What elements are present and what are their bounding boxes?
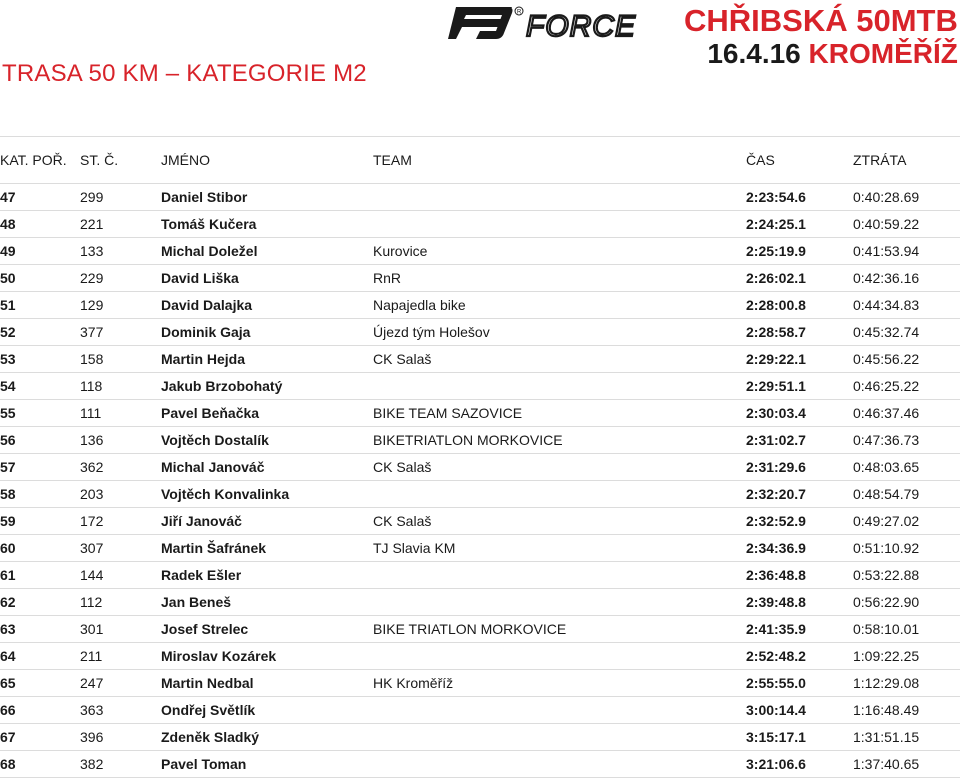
cell-time: 3:21:06.6 xyxy=(746,751,853,778)
cell-team xyxy=(373,481,746,508)
cell-gap: 0:46:25.22 xyxy=(853,373,960,400)
cell-time: 2:28:58.7 xyxy=(746,319,853,346)
cell-rank: 58 xyxy=(0,481,80,508)
cell-team: BIKE TEAM SAZOVICE xyxy=(373,400,746,427)
cell-name: Martin Šafránek xyxy=(161,535,373,562)
cell-time: 2:55:55.0 xyxy=(746,670,853,697)
cell-start-no: 203 xyxy=(80,481,161,508)
table-row xyxy=(0,373,960,400)
cell-time: 2:52:48.2 xyxy=(746,643,853,670)
table-row xyxy=(0,481,960,508)
cell-name: Miroslav Kozárek xyxy=(161,643,373,670)
brand-text: FORCE xyxy=(526,10,636,41)
cell-gap: 0:44:34.83 xyxy=(853,292,960,319)
cell-rank: 66 xyxy=(0,697,80,724)
cell-name: Josef Strelec xyxy=(161,616,373,643)
cell-team xyxy=(373,724,746,751)
cell-start-no: 299 xyxy=(80,184,161,211)
table-header-row xyxy=(0,137,960,184)
table-row xyxy=(0,427,960,454)
header xyxy=(0,0,960,120)
cell-rank: 65 xyxy=(0,670,80,697)
cell-name: Jan Beneš xyxy=(161,589,373,616)
cell-start-no: 301 xyxy=(80,616,161,643)
cell-team xyxy=(373,373,746,400)
table-row xyxy=(0,292,960,319)
cell-team xyxy=(373,697,746,724)
cell-gap: 0:40:28.69 xyxy=(853,184,960,211)
table-row xyxy=(0,184,960,211)
table-row xyxy=(0,616,960,643)
cell-rank: 49 xyxy=(0,238,80,265)
cell-start-no: 221 xyxy=(80,211,161,238)
cell-name: Vojtěch Dostalík xyxy=(161,427,373,454)
cell-start-no: 133 xyxy=(80,238,161,265)
col-name: JMÉNO xyxy=(161,137,373,184)
cell-rank: 55 xyxy=(0,400,80,427)
cell-name: Michal Doležel xyxy=(161,238,373,265)
cell-gap: 0:48:54.79 xyxy=(853,481,960,508)
table-row xyxy=(0,454,960,481)
table-row xyxy=(0,535,960,562)
cell-gap: 1:12:29.08 xyxy=(853,670,960,697)
col-gap: ZTRÁTA xyxy=(853,137,960,184)
cell-start-no: 129 xyxy=(80,292,161,319)
cell-gap: 1:37:40.65 xyxy=(853,751,960,778)
cell-team: Kurovice xyxy=(373,238,746,265)
col-team: TEAM xyxy=(373,137,746,184)
cell-name: Zdeněk Sladký xyxy=(161,724,373,751)
cell-gap: 0:46:37.46 xyxy=(853,400,960,427)
cell-team: RnR xyxy=(373,265,746,292)
cell-rank: 48 xyxy=(0,211,80,238)
cell-gap: 0:51:10.92 xyxy=(853,535,960,562)
cell-time: 2:31:29.6 xyxy=(746,454,853,481)
cell-time: 2:29:22.1 xyxy=(746,346,853,373)
cell-start-no: 377 xyxy=(80,319,161,346)
col-time: ČAS xyxy=(746,137,853,184)
table-row xyxy=(0,751,960,778)
table-row xyxy=(0,508,960,535)
table-row xyxy=(0,211,960,238)
cell-name: David Dalajka xyxy=(161,292,373,319)
event-date: 16.4.16 xyxy=(707,38,801,69)
cell-time: 2:26:02.1 xyxy=(746,265,853,292)
cell-time: 2:32:52.9 xyxy=(746,508,853,535)
cell-rank: 51 xyxy=(0,292,80,319)
table-row xyxy=(0,589,960,616)
cell-name: Vojtěch Konvalinka xyxy=(161,481,373,508)
cell-name: Jakub Brzobohatý xyxy=(161,373,373,400)
cell-rank: 52 xyxy=(0,319,80,346)
cell-rank: 61 xyxy=(0,562,80,589)
cell-team xyxy=(373,184,746,211)
cell-name: Pavel Beňačka xyxy=(161,400,373,427)
cell-time: 2:34:36.9 xyxy=(746,535,853,562)
cell-rank: 56 xyxy=(0,427,80,454)
force-logo xyxy=(446,5,666,41)
cell-start-no: 172 xyxy=(80,508,161,535)
table-row xyxy=(0,400,960,427)
cell-name: Martin Nedbal xyxy=(161,670,373,697)
cell-start-no: 382 xyxy=(80,751,161,778)
table-body xyxy=(0,184,960,778)
table-row xyxy=(0,697,960,724)
cell-gap: 1:09:22.25 xyxy=(853,643,960,670)
cell-gap: 0:40:59.22 xyxy=(853,211,960,238)
cell-rank: 54 xyxy=(0,373,80,400)
cell-start-no: 118 xyxy=(80,373,161,400)
cell-start-no: 144 xyxy=(80,562,161,589)
cell-rank: 50 xyxy=(0,265,80,292)
col-rank: KAT. POŘ. xyxy=(0,137,80,184)
cell-rank: 47 xyxy=(0,184,80,211)
table-row xyxy=(0,724,960,751)
cell-time: 2:36:48.8 xyxy=(746,562,853,589)
cell-rank: 59 xyxy=(0,508,80,535)
cell-gap: 0:47:36.73 xyxy=(853,427,960,454)
cell-time: 2:31:02.7 xyxy=(746,427,853,454)
cell-start-no: 362 xyxy=(80,454,161,481)
col-start-no: ST. Č. xyxy=(80,137,161,184)
cell-team: CK Salaš xyxy=(373,508,746,535)
cell-time: 2:41:35.9 xyxy=(746,616,853,643)
cell-name: Jiří Janováč xyxy=(161,508,373,535)
cell-start-no: 363 xyxy=(80,697,161,724)
page-title: TRASA 50 KM – KATEGORIE M2 xyxy=(2,60,367,87)
cell-start-no: 247 xyxy=(80,670,161,697)
cell-gap: 1:31:51.15 xyxy=(853,724,960,751)
cell-time: 2:23:54.6 xyxy=(746,184,853,211)
cell-team: Újezd tým Holešov xyxy=(373,319,746,346)
cell-time: 2:30:03.4 xyxy=(746,400,853,427)
cell-team: CK Salaš xyxy=(373,454,746,481)
event-place: KROMĚŘÍŽ xyxy=(808,38,958,69)
cell-time: 3:00:14.4 xyxy=(746,697,853,724)
cell-start-no: 111 xyxy=(80,400,161,427)
cell-gap: 0:49:27.02 xyxy=(853,508,960,535)
cell-time: 2:25:19.9 xyxy=(746,238,853,265)
cell-rank: 53 xyxy=(0,346,80,373)
cell-name: Michal Janováč xyxy=(161,454,373,481)
results-table xyxy=(0,136,960,778)
table-row xyxy=(0,238,960,265)
cell-time: 2:32:20.7 xyxy=(746,481,853,508)
cell-name: Daniel Stibor xyxy=(161,184,373,211)
cell-start-no: 211 xyxy=(80,643,161,670)
cell-time: 2:24:25.1 xyxy=(746,211,853,238)
cell-name: Pavel Toman xyxy=(161,751,373,778)
cell-rank: 62 xyxy=(0,589,80,616)
cell-rank: 60 xyxy=(0,535,80,562)
cell-start-no: 229 xyxy=(80,265,161,292)
cell-gap: 1:16:48.49 xyxy=(853,697,960,724)
cell-gap: 0:41:53.94 xyxy=(853,238,960,265)
cell-rank: 57 xyxy=(0,454,80,481)
cell-start-no: 136 xyxy=(80,427,161,454)
cell-time: 2:29:51.1 xyxy=(746,373,853,400)
cell-rank: 68 xyxy=(0,751,80,778)
cell-team: BIKE TRIATLON MORKOVICE xyxy=(373,616,746,643)
table-row xyxy=(0,670,960,697)
cell-team: HK Kroměříž xyxy=(373,670,746,697)
cell-time: 3:15:17.1 xyxy=(746,724,853,751)
cell-gap: 0:48:03.65 xyxy=(853,454,960,481)
table-row xyxy=(0,346,960,373)
table-row xyxy=(0,643,960,670)
cell-name: Radek Ešler xyxy=(161,562,373,589)
cell-name: David Liška xyxy=(161,265,373,292)
cell-name: Dominik Gaja xyxy=(161,319,373,346)
cell-start-no: 396 xyxy=(80,724,161,751)
cell-team: Napajedla bike xyxy=(373,292,746,319)
table-row xyxy=(0,319,960,346)
cell-time: 2:28:00.8 xyxy=(746,292,853,319)
cell-time: 2:39:48.8 xyxy=(746,589,853,616)
cell-rank: 63 xyxy=(0,616,80,643)
cell-start-no: 158 xyxy=(80,346,161,373)
cell-rank: 64 xyxy=(0,643,80,670)
cell-gap: 0:45:56.22 xyxy=(853,346,960,373)
cell-team xyxy=(373,211,746,238)
cell-team: CK Salaš xyxy=(373,346,746,373)
cell-team xyxy=(373,589,746,616)
cell-gap: 0:45:32.74 xyxy=(853,319,960,346)
table-row xyxy=(0,562,960,589)
svg-text:R: R xyxy=(517,9,522,16)
cell-name: Ondřej Světlík xyxy=(161,697,373,724)
cell-rank: 67 xyxy=(0,724,80,751)
cell-start-no: 112 xyxy=(80,589,161,616)
cell-gap: 0:42:36.16 xyxy=(853,265,960,292)
event-info xyxy=(684,4,958,70)
cell-team: BIKETRIATLON MORKOVICE xyxy=(373,427,746,454)
cell-gap: 0:58:10.01 xyxy=(853,616,960,643)
event-name: CHŘIBSKÁ 50MTB xyxy=(684,3,958,38)
cell-team xyxy=(373,751,746,778)
cell-gap: 0:53:22.88 xyxy=(853,562,960,589)
cell-gap: 0:56:22.90 xyxy=(853,589,960,616)
cell-team xyxy=(373,643,746,670)
cell-name: Martin Hejda xyxy=(161,346,373,373)
cell-team xyxy=(373,562,746,589)
cell-start-no: 307 xyxy=(80,535,161,562)
table-row xyxy=(0,265,960,292)
event-date-line xyxy=(684,37,958,70)
cell-name: Tomáš Kučera xyxy=(161,211,373,238)
cell-team: TJ Slavia KM xyxy=(373,535,746,562)
